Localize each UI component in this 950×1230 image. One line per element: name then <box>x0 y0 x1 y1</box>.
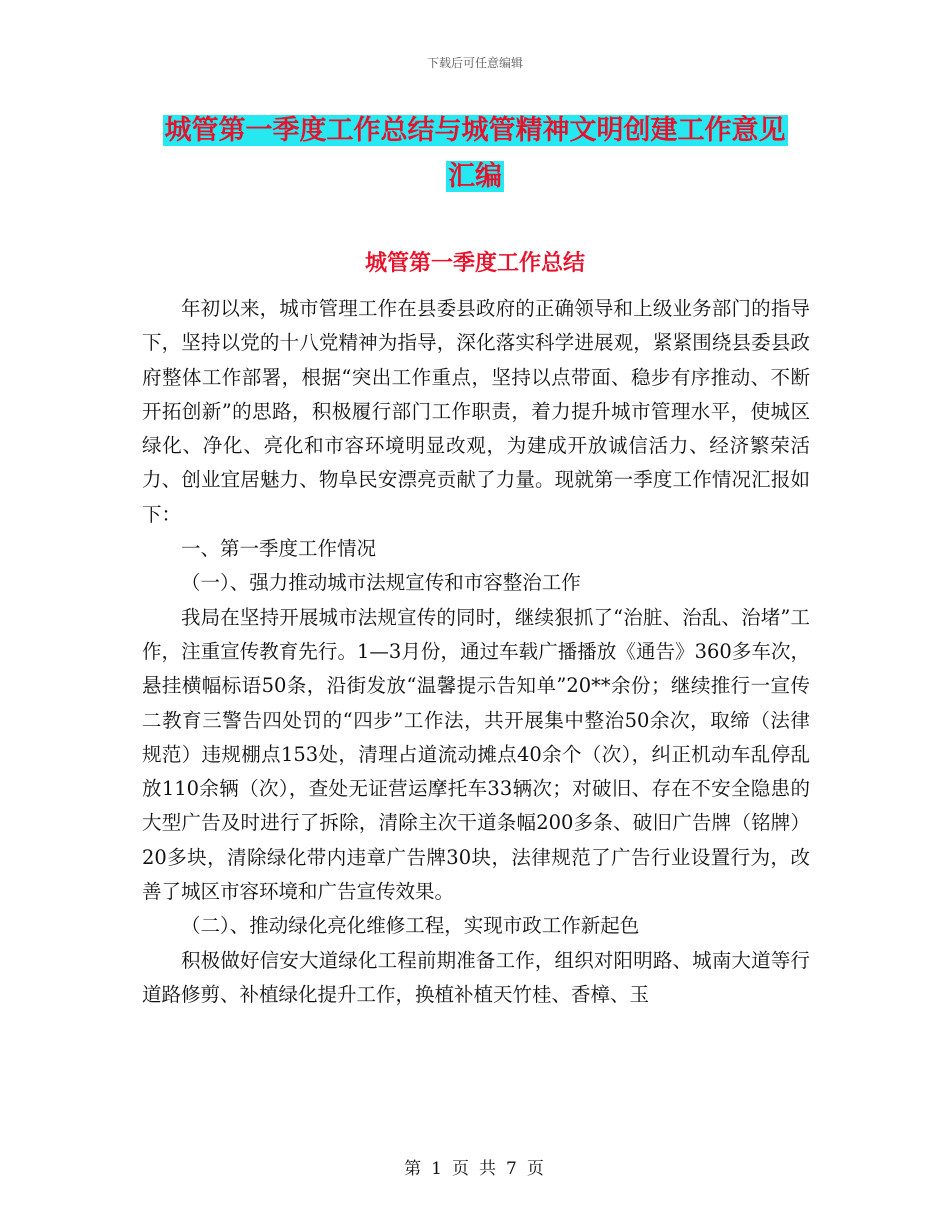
page-footer <box>0 1154 950 1179</box>
paragraph-intro: 年初以来，城市管理工作在县委县政府的正确领导和上级业务部门的指导下，坚持以党的十八党精神为指导，深化落实科学进展观，紧紧围绕县委县政府整体工作部署，根据“突出工作重点，坚持以点带面、稳步有序推动、不断开拓创新”的思路，积极履行部门工作职责，着力提升城市管理水平，使城区绿化、净化、亮化和市容环境明显改观，为建成开放诚信活力、经济繁荣活力、创业宜居魅力、物阜民安漂亮贡献了力量。现就第一季度工作情况汇报如下： <box>142 297 810 526</box>
main-title-line-1: 城管第一季度工作总结与城管精神文明创建工作意见 <box>164 115 786 146</box>
section-title: 城管第一季度工作总结 <box>364 251 585 276</box>
footer-suffix: 页 <box>526 1159 546 1179</box>
paragraph-law-enforcement: 我局在坚持开展城市法规宣传的同时，继续狠抓了“治脏、治乱、治堵”工作，注重宣传教育先行。1—3月份，通过车载广播播放《通告》360多车次，悬挂横幅标语50条，沿街发放“温馨提示告知单”20**余份；继续推行一宣传二教育三警告四处罚的“四步”工作法，共开展集中整治50余次，取缔（法律规范）违规棚点153处，清理占道流动摊点40余个（次），纠正机动车乱停乱放110余辆（次），查处无证营运摩托车33辆次；对破旧、存在不安全隐患的大型广告及时进行了拆除，清除主次干道条幅200多条、破旧广告牌（铭牌）20多块，清除绿化带内违章广告牌30块，法律规范了广告行业设置行为，改善了城区市容环境和广告宣传效果。 <box>142 605 810 904</box>
main-title-line-2: 汇编 <box>448 161 502 192</box>
footer-prefix: 第 <box>404 1159 424 1179</box>
footer-total-pages: 7 <box>506 1159 519 1179</box>
heading-level-1: 一、第一季度工作情况 <box>181 537 377 561</box>
heading-level-2-first: （一）、强力推动城市法规宣传和市容整治工作 <box>181 571 581 595</box>
header-note: 下载后可任意编辑 <box>426 56 523 70</box>
heading-level-2-second: （二）、推动绿化亮化维修工程，实现市政工作新起色 <box>181 914 640 938</box>
document-body <box>142 292 810 1012</box>
footer-total-prefix: 共 <box>479 1159 498 1179</box>
footer-current-page: 1 <box>431 1159 444 1179</box>
paragraph-greening: 积极做好信安大道绿化工程前期准备工作，组织对阳明路、城南大道等行道路修剪、补植绿化提升工作，换植补植天竹桂、香樟、玉 <box>142 948 810 1006</box>
footer-page-word: 页 <box>452 1159 471 1179</box>
main-title <box>140 108 810 200</box>
